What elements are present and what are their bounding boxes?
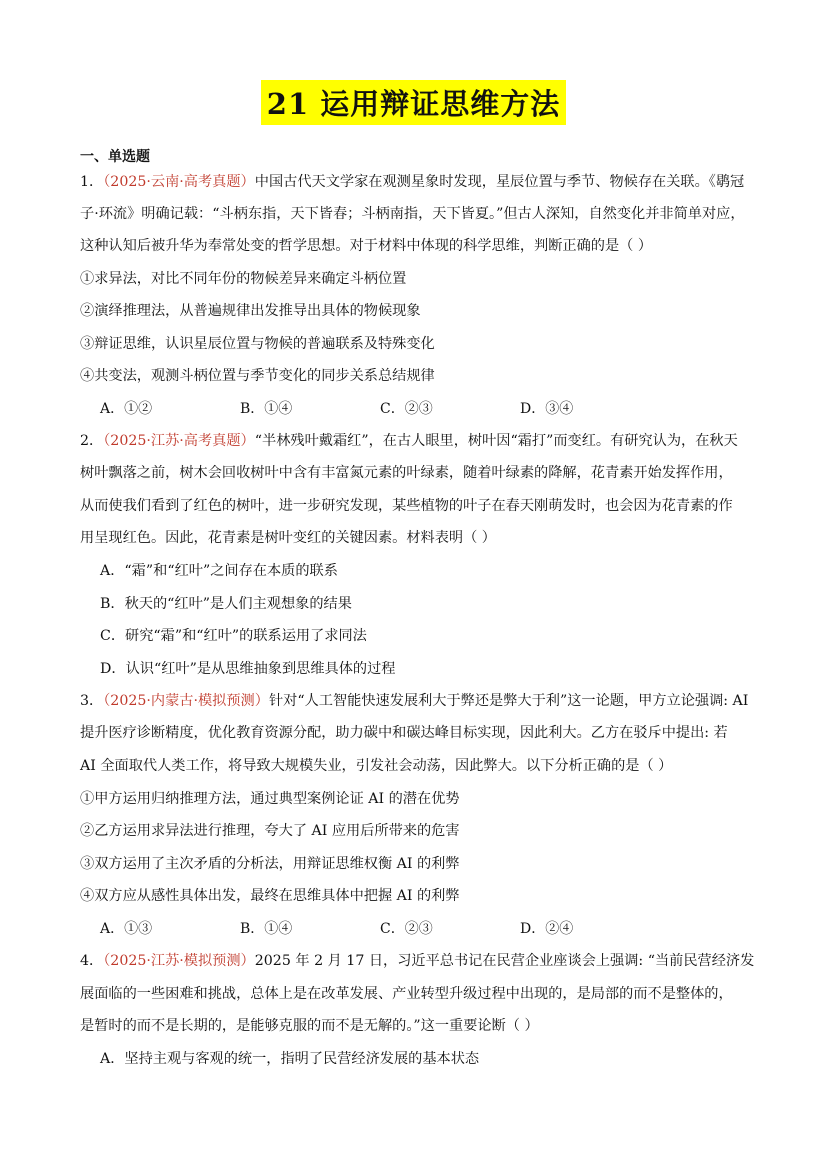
question-text: 2025 年 2 月 17 日，习近平总书记在民营企业座谈会上强调: “当前民营经济发 xyxy=(254,953,755,969)
question-4-line-3: 是暂时的而不是长期的，是能够克服的而不是无解的。”这一重要论断（ ） xyxy=(80,1018,539,1034)
choice-a[interactable]: A．坚持主观与客观的统一，指明了民营经济发展的基本状态 xyxy=(100,1051,480,1067)
question-3-line-2: 提升医疗诊断精度，优化教育资源分配，助力碳中和碳达峰目标实现，因此利大。乙方在驳斥中提出: 若 xyxy=(80,725,728,741)
question-source: （2025·内蒙古·模拟预测） xyxy=(103,693,269,709)
question-1-item: ①求异法，对比不同年份的物候差异来确定斗柄位置 xyxy=(80,271,407,287)
question-4-line-2: 展面临的一些困难和挑战，总体上是在改革发展、产业转型升级过程中出现的，是局部的而不是整体的， xyxy=(80,986,733,1002)
question-4-line-1 xyxy=(80,951,755,971)
option-b[interactable]: B．①④ xyxy=(240,401,293,417)
question-1-item: ②演绎推理法，从普遍规律出发推导出具体的物候现象 xyxy=(80,303,421,319)
choice-b[interactable]: B．秋天的“红叶”是人们主观想象的结果 xyxy=(100,596,352,612)
section-heading: 一、单选题 xyxy=(80,149,150,165)
question-1-line-2: 子·环流》明确记载：“斗柄东指，天下皆春；斗柄南指，天下皆夏。”但古人深知，自然变化并非简单对应， xyxy=(80,206,745,222)
question-number: 4． xyxy=(80,953,104,969)
question-number: 1． xyxy=(80,174,104,190)
question-1-line-3: 这种认知后被升华为奉常处变的哲学思想。对于材料中体现的科学思维，判断正确的是（ ） xyxy=(80,238,653,254)
question-1-options xyxy=(100,399,660,419)
question-1-line-1 xyxy=(80,172,750,192)
choice-c[interactable]: C．研究“霜”和“红叶”的联系运用了求同法 xyxy=(100,628,367,644)
question-2-line-3: 从而使我们看到了红色的树叶，进一步研究发现，某些植物的叶子在春天刚萌发时，也会因为花青素的作 xyxy=(80,498,733,514)
question-3-item: ②乙方运用求异法进行推理，夸大了 AI 应用后所带来的危害 xyxy=(80,823,460,839)
question-3-item: ④双方应从感性具体出发，最终在思维具体中把握 AI 的利弊 xyxy=(80,888,460,904)
question-3-item: ①甲方运用归纳推理方法，通过典型案例论证 AI 的潜在优势 xyxy=(80,791,460,807)
question-2-line-2: 树叶飘落之前，树木会回收树叶中含有丰富氮元素的叶绿素，随着叶绿素的降解，花青素开始发挥作用， xyxy=(80,465,733,481)
question-number: 2． xyxy=(80,433,104,449)
option-c[interactable]: C．②③ xyxy=(380,921,433,937)
question-3-line-3: AI 全面取代人类工作，将导致大规模失业，引发社会动荡，因此弊大。以下分析正确的是（ ） xyxy=(80,758,673,774)
option-d[interactable]: D．③④ xyxy=(520,401,574,417)
choice-d[interactable]: D．认识“红叶”是从思维抽象到思维具体的过程 xyxy=(100,661,396,677)
option-a[interactable]: A．①③ xyxy=(100,921,153,937)
option-b[interactable]: B．①④ xyxy=(240,921,293,937)
option-d[interactable]: D．②④ xyxy=(520,921,574,937)
question-1-item: ④共变法，观测斗柄位置与季节变化的同步关系总结规律 xyxy=(80,368,435,384)
question-number: 3． xyxy=(80,693,104,709)
option-a[interactable]: A．①② xyxy=(100,401,153,417)
question-3-line-1 xyxy=(80,691,750,711)
question-text: 针对“人工智能快速发展利大于弊还是弊大于利”这一论题，甲方立论强调: AI xyxy=(268,693,749,709)
question-2-line-1 xyxy=(80,431,750,451)
question-2-line-4: 用呈现红色。因此，花青素是树叶变红的关键因素。材料表明（ ） xyxy=(80,530,496,546)
question-3-item: ③双方运用了主次矛盾的分析法，用辩证思维权衡 AI 的利弊 xyxy=(80,856,460,872)
option-c[interactable]: C．②③ xyxy=(380,401,433,417)
choice-a[interactable]: A．“霜”和“红叶”之间存在本质的联系 xyxy=(100,563,338,579)
question-text: 中国古代天文学家在观测星象时发现，星辰位置与季节、物候存在关联。《鹖冠 xyxy=(254,174,745,190)
question-source: （2025·江苏·高考真题） xyxy=(103,433,255,449)
question-text: “半林残叶戴霜红”，在古人眼里，树叶因“霜打”而变红。有研究认为，在秋天 xyxy=(254,433,738,449)
page-title: 21 运用辩证思维方法 xyxy=(261,80,566,125)
question-source: （2025·云南·高考真题） xyxy=(103,174,255,190)
question-3-options xyxy=(100,919,660,939)
question-source: （2025·江苏·模拟预测） xyxy=(103,953,255,969)
question-1-item: ③辩证思维，认识星辰位置与物候的普遍联系及特殊变化 xyxy=(80,336,435,352)
